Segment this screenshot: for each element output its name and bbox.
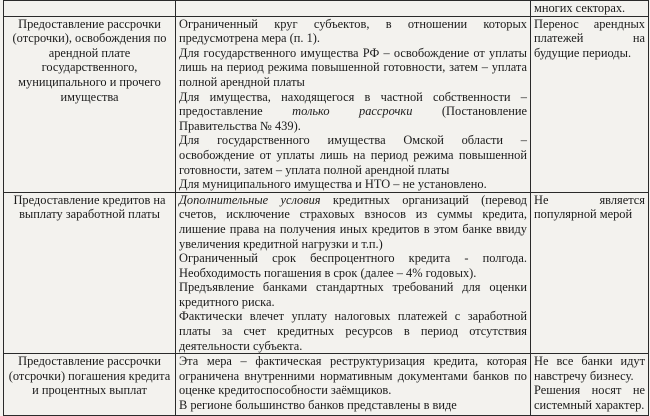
top-note-cell (531, 1, 649, 17)
table-row (4, 1, 649, 17)
table-row (4, 16, 649, 192)
measures-table (3, 0, 649, 416)
description-paragraph: Предъявление банками стандартных требований для оценки кредитного риска. (179, 280, 527, 309)
measure-cell (4, 354, 176, 416)
measure-name: Предоставление рассрочки (отсрочки), освобождения по арендной плате государственного, муниципального и прочего имущества (12, 16, 167, 104)
measure-cell (4, 192, 176, 354)
description-paragraph: В регионе большинство банков представлены в виде (179, 398, 457, 413)
measure-name: Предоставление кредитов на выплату заработной платы (13, 192, 166, 222)
remark-text: Не является популярной мерой (534, 192, 645, 222)
table-row (4, 354, 649, 416)
description-paragraph: Для государственного имущества Омской области – освобождение от уплаты лишь на период режима повышенной готовности, затем – уплата полной арендной платы (179, 133, 527, 177)
description-cell (176, 354, 531, 416)
remark-text: Перенос арендных платежей на будущие периоды. (534, 16, 645, 60)
description-paragraph: Дополнительные условия кредитных организаций (перевод счетов, исключение страховых взносов из суммы кредита, лишение права на получения иных кредитов в этом банке ввиду увеличения кредитной нагрузки и т.п.) (179, 192, 527, 251)
measure-name: Предоставление рассрочки (отсрочки) погашения кредита и процентных выплат (8, 354, 171, 398)
description-paragraph: Ограниченный срок беспроцентного кредита - полгода. Необходимость погашения в срок (далее – 4% годовых). (179, 251, 527, 280)
remark-cell (531, 16, 649, 192)
description-paragraph: Ограниченный круг субъектов, в отношении которых предусмотрена мера (п. 1). (179, 16, 527, 46)
remark-text: Решения носят не системный характер. (534, 383, 645, 413)
description-paragraph: Фактически влечет уплату налоговых платежей с заработной платы за счет кредитных ресурсов в период отсутствия деятельности субъекта. (179, 309, 527, 353)
remark-cell (531, 354, 649, 416)
emphasis-text: только рассрочки (292, 104, 413, 119)
description-cell (176, 16, 531, 192)
measure-cell (4, 16, 176, 192)
description-cell (176, 192, 531, 354)
description-paragraph: Для муниципального имущества и НТО – не установлено. (179, 177, 487, 192)
remark-cell (531, 192, 649, 354)
description-paragraph: Эта мера – фактическая реструктуризация кредита, которая ограничена внутренними нормативным документами банков по оценке кредитоспособности заёмщиков. (179, 354, 527, 398)
table-row (4, 192, 649, 354)
top-note: многих секторах. (534, 1, 626, 15)
emphasis-text: Дополнительные условия (179, 192, 321, 207)
remark-text: Не все банки идут навстречу бизнесу. (534, 354, 645, 383)
description-paragraph: Для имущества, находящегося в частной собственности – предоставление только рассрочки (Постановление Правительства № 439). (179, 89, 527, 133)
description-paragraph: Для государственного имущества РФ – освобождение от уплаты лишь на период режима повышенной готовности, затем – уплата полной арендной платы (179, 45, 527, 89)
